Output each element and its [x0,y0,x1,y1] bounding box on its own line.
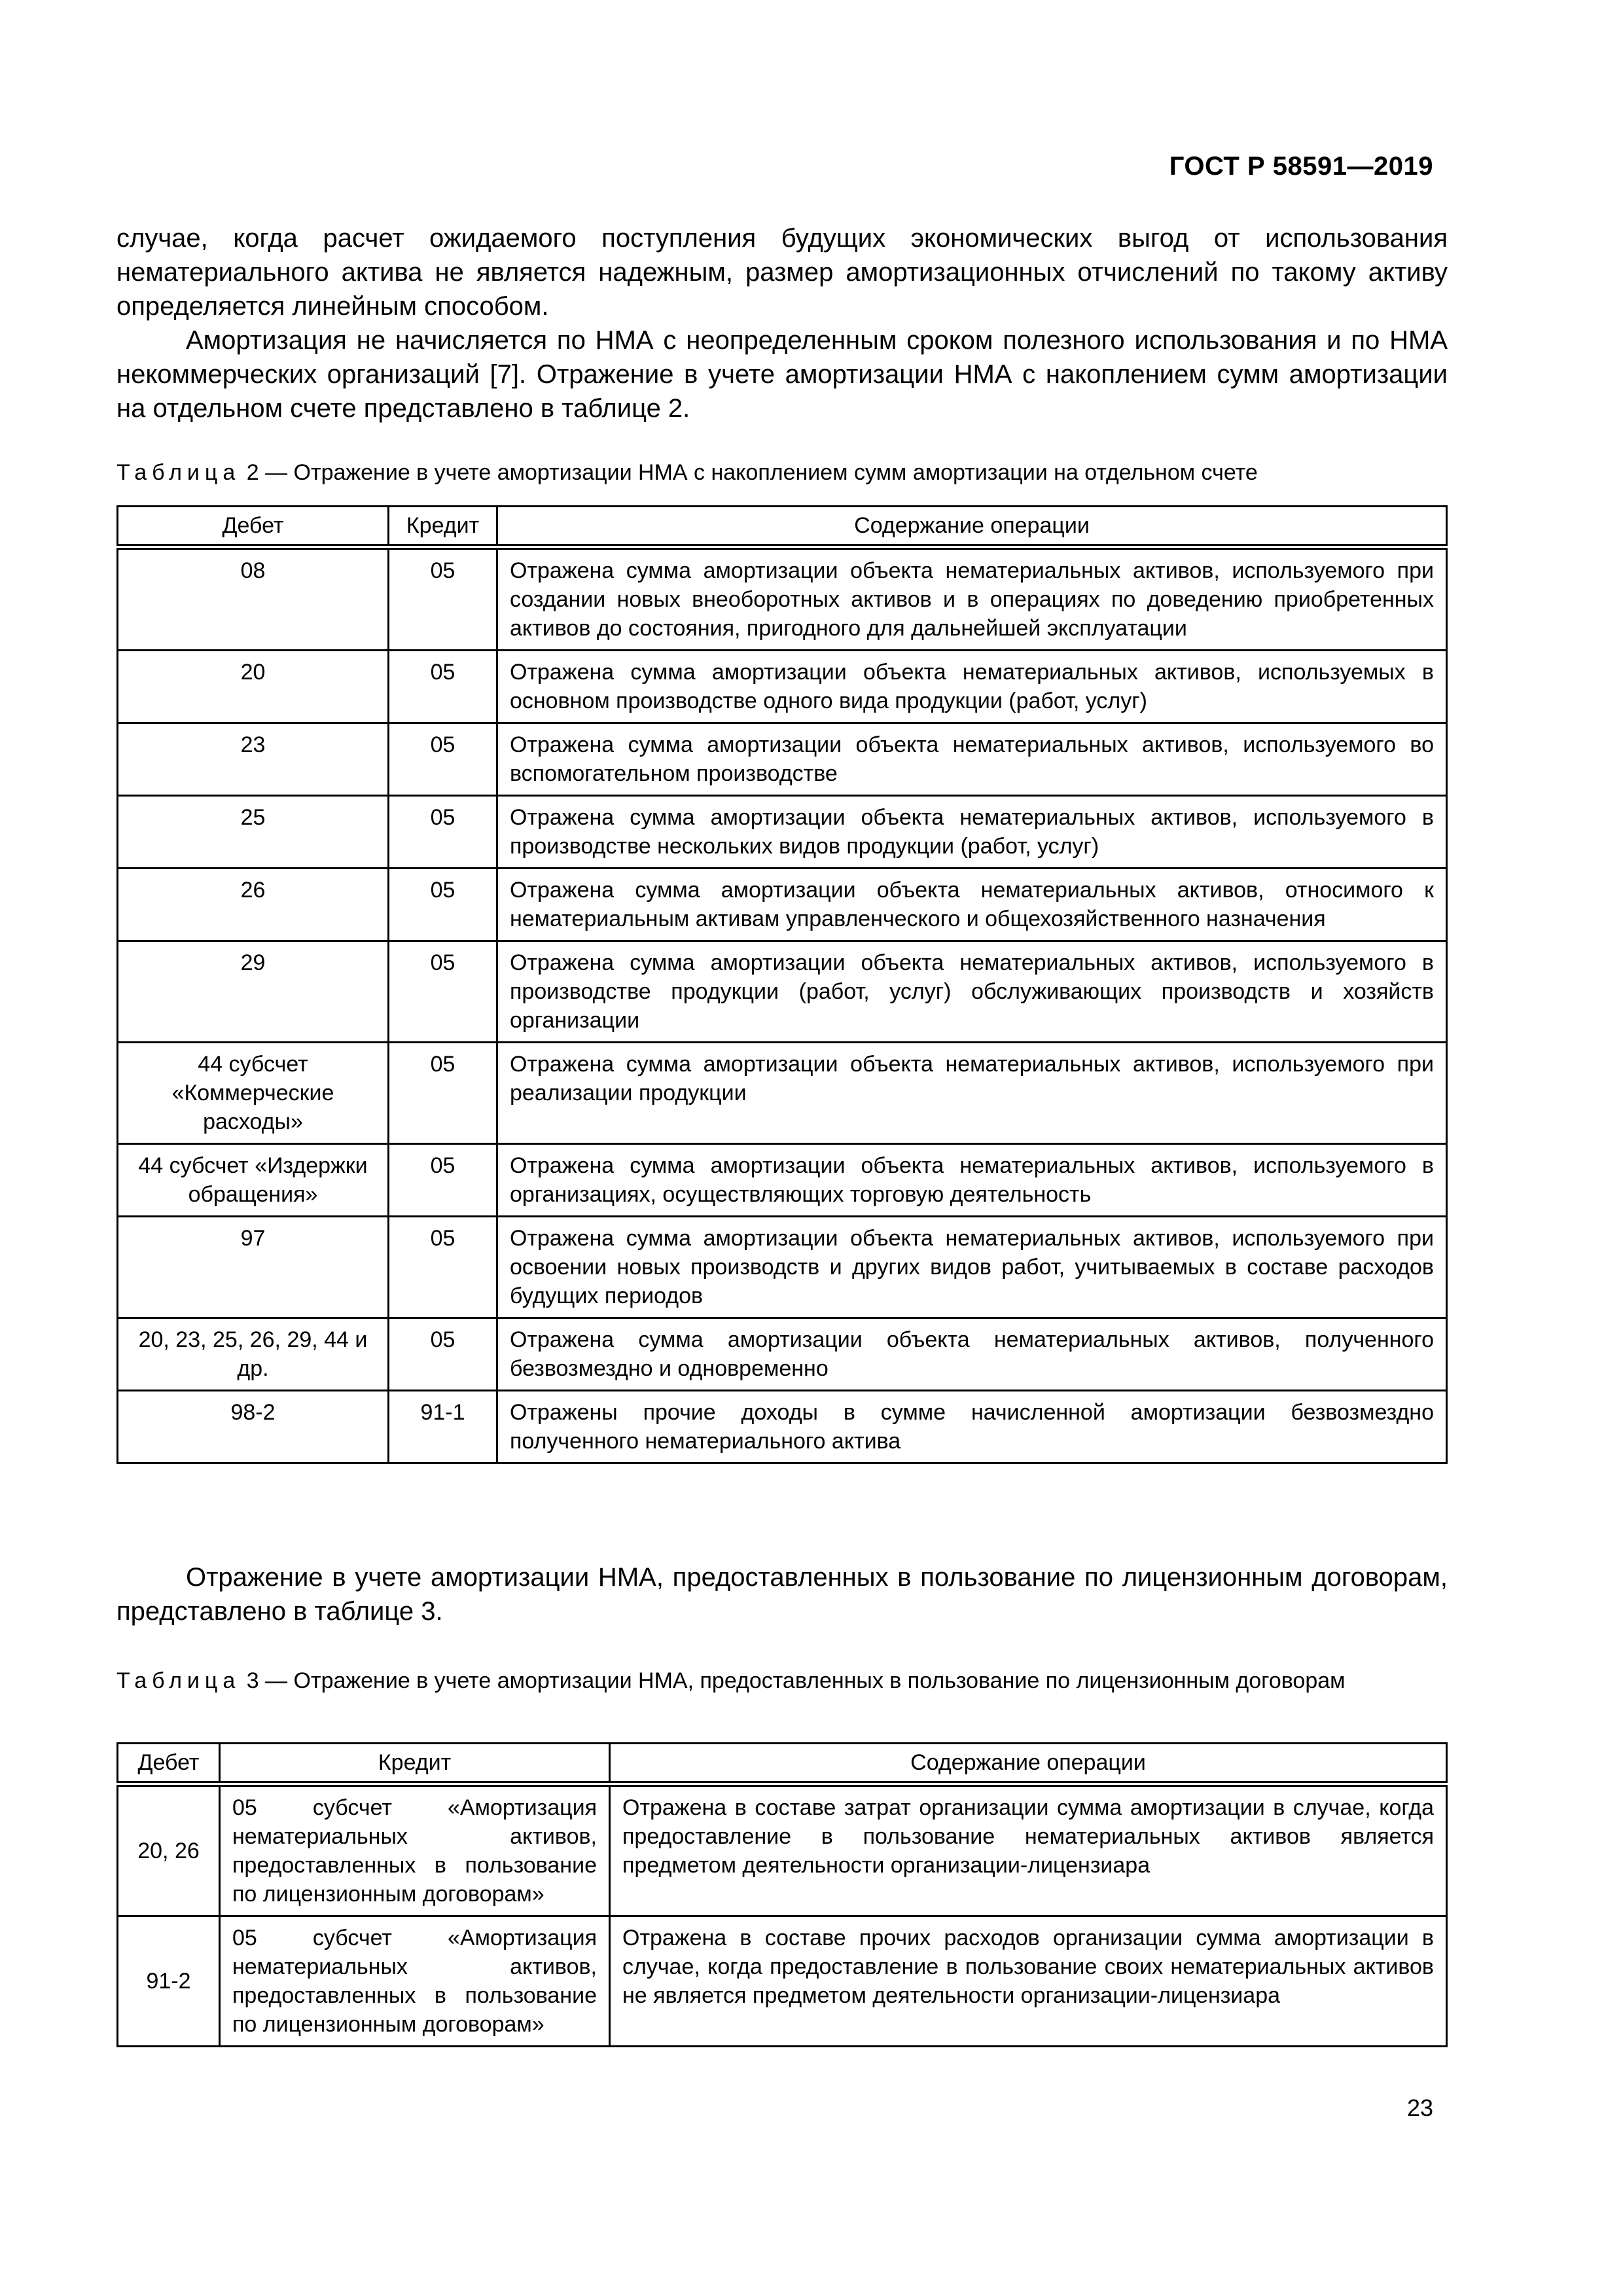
middle-paragraph: Отражение в учете амортизации НМА, предоставленных в пользование по лицензионным договорам, представлено в таблице 3. [116,1563,1448,1626]
content-cell: Отражена сумма амортизации объекта нематериальных активов, используемого в производстве нескольких видов продукции (работ, услуг) [497,796,1447,869]
content-cell: Отражена сумма амортизации объекта нематериальных активов, используемого при создании новых внеоборотных активов и в операциях по доведению приобретенных активов до состояния, пригодного для дальнейшей эксплуатации [497,547,1447,651]
table3-header-row [118,1744,1447,1784]
table-row [118,651,1447,723]
credit-cell: 05 [389,1318,497,1391]
table-row [118,1391,1447,1463]
page-number: 23 [1406,2094,1433,2121]
table-row [118,547,1447,651]
debit-cell: 44 субсчет «Издержки обращения» [118,1144,389,1217]
table3-caption [116,1666,1448,1695]
debit-cell: 20 [118,651,389,723]
table-row [118,941,1447,1043]
standard-number: ГОСТ Р 58591—2019 [1169,152,1433,181]
credit-cell: 05 [389,1043,497,1144]
credit-cell: 05 [389,1217,497,1318]
content-cell: Отражена сумма амортизации объекта нематериальных активов, полученного безвозмездно и одновременно [497,1318,1447,1391]
debit-cell: 20, 26 [118,1784,220,1916]
debit-cell: 97 [118,1217,389,1318]
credit-cell: 05 субсчет «Амортизация нематериальных активов, предоставленных в пользование по лицензионным договорам» [220,1916,610,2047]
table2-header-row [118,507,1447,547]
table2-header-credit: Кредит [389,507,497,547]
intro-text [116,221,1448,425]
debit-cell: 26 [118,869,389,941]
table3-header-content: Содержание операции [610,1744,1447,1784]
credit-cell: 05 [389,1144,497,1217]
debit-cell: 08 [118,547,389,651]
content-cell: Отражена сумма амортизации объекта нематериальных активов, используемого во вспомогательном производстве [497,723,1447,796]
table-row [118,1784,1447,1916]
content-cell: Отражены прочие доходы в сумме начисленной амортизации безвозмездно полученного нематериального актива [497,1391,1447,1463]
debit-cell: 23 [118,723,389,796]
table2-header-debit: Дебет [118,507,389,547]
table3-caption-label: Таблица [116,1668,241,1693]
content-cell: Отражена в составе затрат организации сумма амортизации в случае, когда предоставление в пользование нематериальных активов является предметом деятельности организации-лицензиара [610,1784,1447,1916]
content-cell: Отражена сумма амортизации объекта нематериальных активов, относимого к нематериальным активам управленческого и общехозяйственного назначения [497,869,1447,941]
table-row [118,796,1447,869]
intro-paragraph-1: случае, когда расчет ожидаемого поступления будущих экономических выгод от использования нематериального актива не является надежным, размер амортизационных отчислений по такому активу определяется линейным способом. [116,224,1448,321]
credit-cell: 05 [389,796,497,869]
table2-caption-label: Таблица [116,460,241,485]
table-row [118,1217,1447,1318]
middle-text [116,1560,1448,1628]
credit-cell: 05 [389,869,497,941]
table-row [118,1043,1447,1144]
table-row [118,723,1447,796]
table-row [118,1144,1447,1217]
credit-cell: 05 [389,547,497,651]
table-row [118,1916,1447,2047]
credit-cell: 05 [389,941,497,1043]
intro-paragraph-2: Амортизация не начисляется по НМА с неопределенным сроком полезного использования и по НМА некоммерческих организаций [7]. Отражение в учете амортизации НМА с накоплением сумм амортизации на отдельном счете представлено в таблице 2. [116,326,1448,423]
content-cell: Отражена сумма амортизации объекта нематериальных активов, используемого в производстве продукции (работ, услуг) обслуживающих производств и хозяйств организации [497,941,1447,1043]
debit-cell: 98-2 [118,1391,389,1463]
debit-cell: 91-2 [118,1916,220,2047]
debit-cell: 20, 23, 25, 26, 29, 44 и др. [118,1318,389,1391]
table-row [118,1318,1447,1391]
debit-cell: 25 [118,796,389,869]
debit-cell: 29 [118,941,389,1043]
table-row [118,869,1447,941]
table3-header-credit: Кредит [220,1744,610,1784]
content-cell: Отражена сумма амортизации объекта нематериальных активов, используемого при реализации продукции [497,1043,1447,1144]
content-cell: Отражена в составе прочих расходов организации сумма амортизации в случае, когда предоставление в пользование своих нематериальных активов не является предметом деятельности организации-лицензиара [610,1916,1447,2047]
table3-header-debit: Дебет [118,1744,220,1784]
debit-cell: 44 субсчет «Коммерческие расходы» [118,1043,389,1144]
table3-caption-text: 3 — Отражение в учете амортизации НМА, предоставленных в пользование по лицензионным договорам [240,1668,1346,1693]
credit-cell: 05 субсчет «Амортизация нематериальных активов, предоставленных в пользование по лицензионным договорам» [220,1784,610,1916]
content-cell: Отражена сумма амортизации объекта нематериальных активов, используемого в организациях, осуществляющих торговую деятельность [497,1144,1447,1217]
credit-cell: 91-1 [389,1391,497,1463]
content-cell: Отражена сумма амортизации объекта нематериальных активов, используемых в основном производстве одного вида продукции (работ, услуг) [497,651,1447,723]
table2-header-content: Содержание операции [497,507,1447,547]
table3 [116,1742,1448,2047]
content-cell: Отражена сумма амортизации объекта нематериальных активов, используемого при освоении новых производств и других видов работ, учитываемых в составе расходов будущих периодов [497,1217,1447,1318]
table2-caption [116,458,1448,487]
credit-cell: 05 [389,723,497,796]
credit-cell: 05 [389,651,497,723]
table2-caption-text: 2 — Отражение в учете амортизации НМА с накоплением сумм амортизации на отдельном счете [240,460,1258,485]
table2 [116,505,1448,1464]
